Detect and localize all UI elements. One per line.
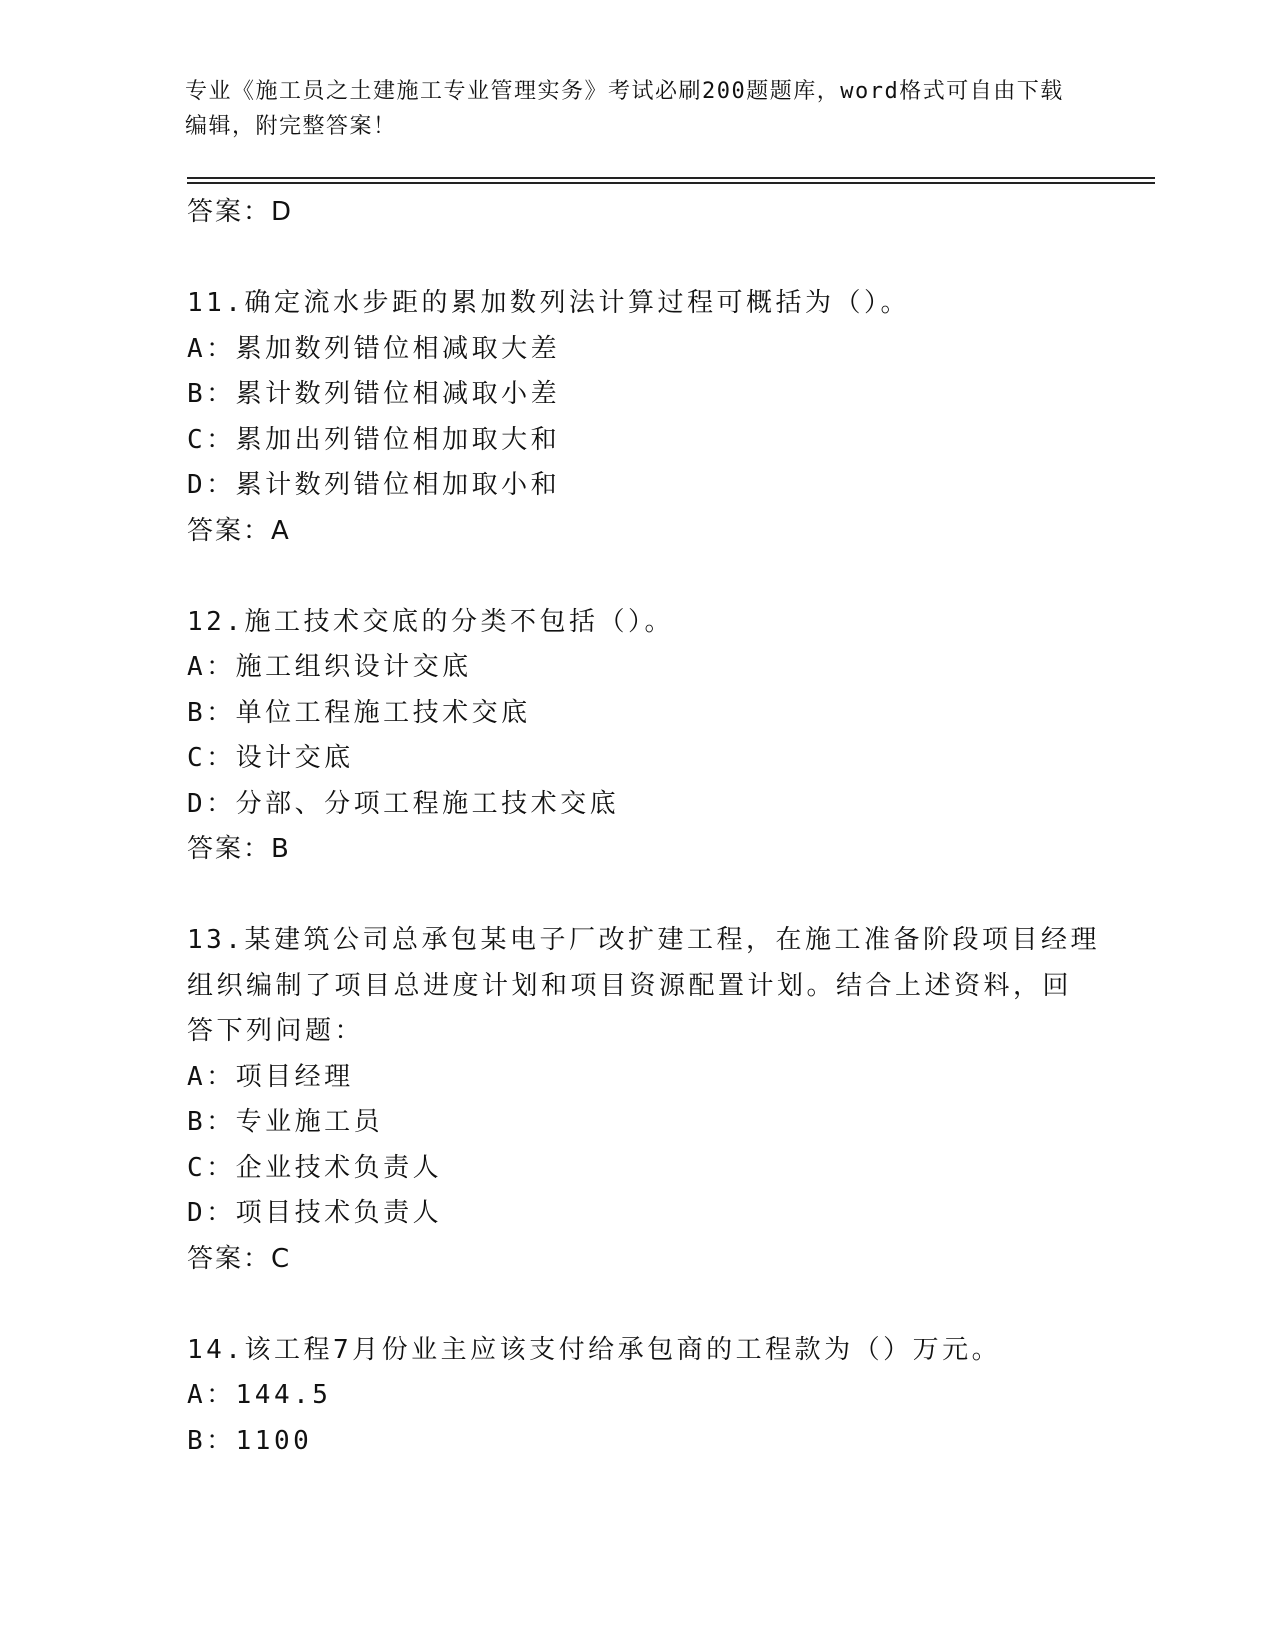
option-d: D：项目技术负责人 xyxy=(187,1198,443,1228)
header-divider-top xyxy=(187,177,1155,179)
option-c: C：企业技术负责人 xyxy=(187,1152,443,1183)
question-stem-line-1: 13.某建筑公司总承包某电子厂改扩建工程，在施工准备阶段项目经理 xyxy=(187,925,1100,955)
answer-line: 答案：C xyxy=(187,1243,292,1274)
question-11 xyxy=(187,281,1087,554)
option-b: B：1100 xyxy=(187,1425,313,1456)
question-list xyxy=(187,190,1100,1464)
spacer xyxy=(187,1282,1087,1328)
spacer xyxy=(187,236,1087,282)
option-a: A：施工组织设计交底 xyxy=(187,652,472,682)
option-a: A：累加数列错位相减取大差 xyxy=(187,333,561,364)
question-13 xyxy=(187,918,1100,1282)
question-stem: 12.施工技术交底的分类不包括（）。 xyxy=(187,606,674,637)
header-note: 专业《施工员之土建施工专业管理实务》考试必刷200题题库，word格式可自由下载编辑，附完整答案！ xyxy=(185,79,1064,139)
question-stem: 11.确定流水步距的累加数列法计算过程可概括为（）。 xyxy=(187,288,910,318)
previous-answer: 答案：D xyxy=(187,197,294,227)
option-a: A：项目经理 xyxy=(187,1061,354,1092)
answer-line: 答案：A xyxy=(187,515,291,546)
question-stem: 14.该工程7月份业主应该支付给承包商的工程款为（）万元。 xyxy=(187,1334,1002,1365)
question-12 xyxy=(187,600,1087,873)
option-a: A：144.5 xyxy=(187,1380,332,1410)
question-14 xyxy=(187,1328,1087,1465)
question-stem-line-3: 答下列问题： xyxy=(187,1016,365,1046)
spacer xyxy=(187,554,1087,600)
option-b: B：专业施工员 xyxy=(187,1107,384,1137)
option-c: C：设计交底 xyxy=(187,743,354,773)
option-b: B：单位工程施工技术交底 xyxy=(187,697,531,728)
option-d: D：累计数列错位相加取小和 xyxy=(187,470,561,500)
option-b: B：累计数列错位相减取小差 xyxy=(187,379,561,409)
spacer xyxy=(187,873,1087,919)
question-stem-line-2: 组织编制了项目总进度计划和项目资源配置计划。结合上述资料，回 xyxy=(187,970,1073,1001)
header-divider-bottom xyxy=(187,182,1155,184)
answer-line: 答案：B xyxy=(187,834,291,864)
option-d: D：分部、分项工程施工技术交底 xyxy=(187,788,620,819)
option-c: C：累加出列错位相加取大和 xyxy=(187,424,561,455)
